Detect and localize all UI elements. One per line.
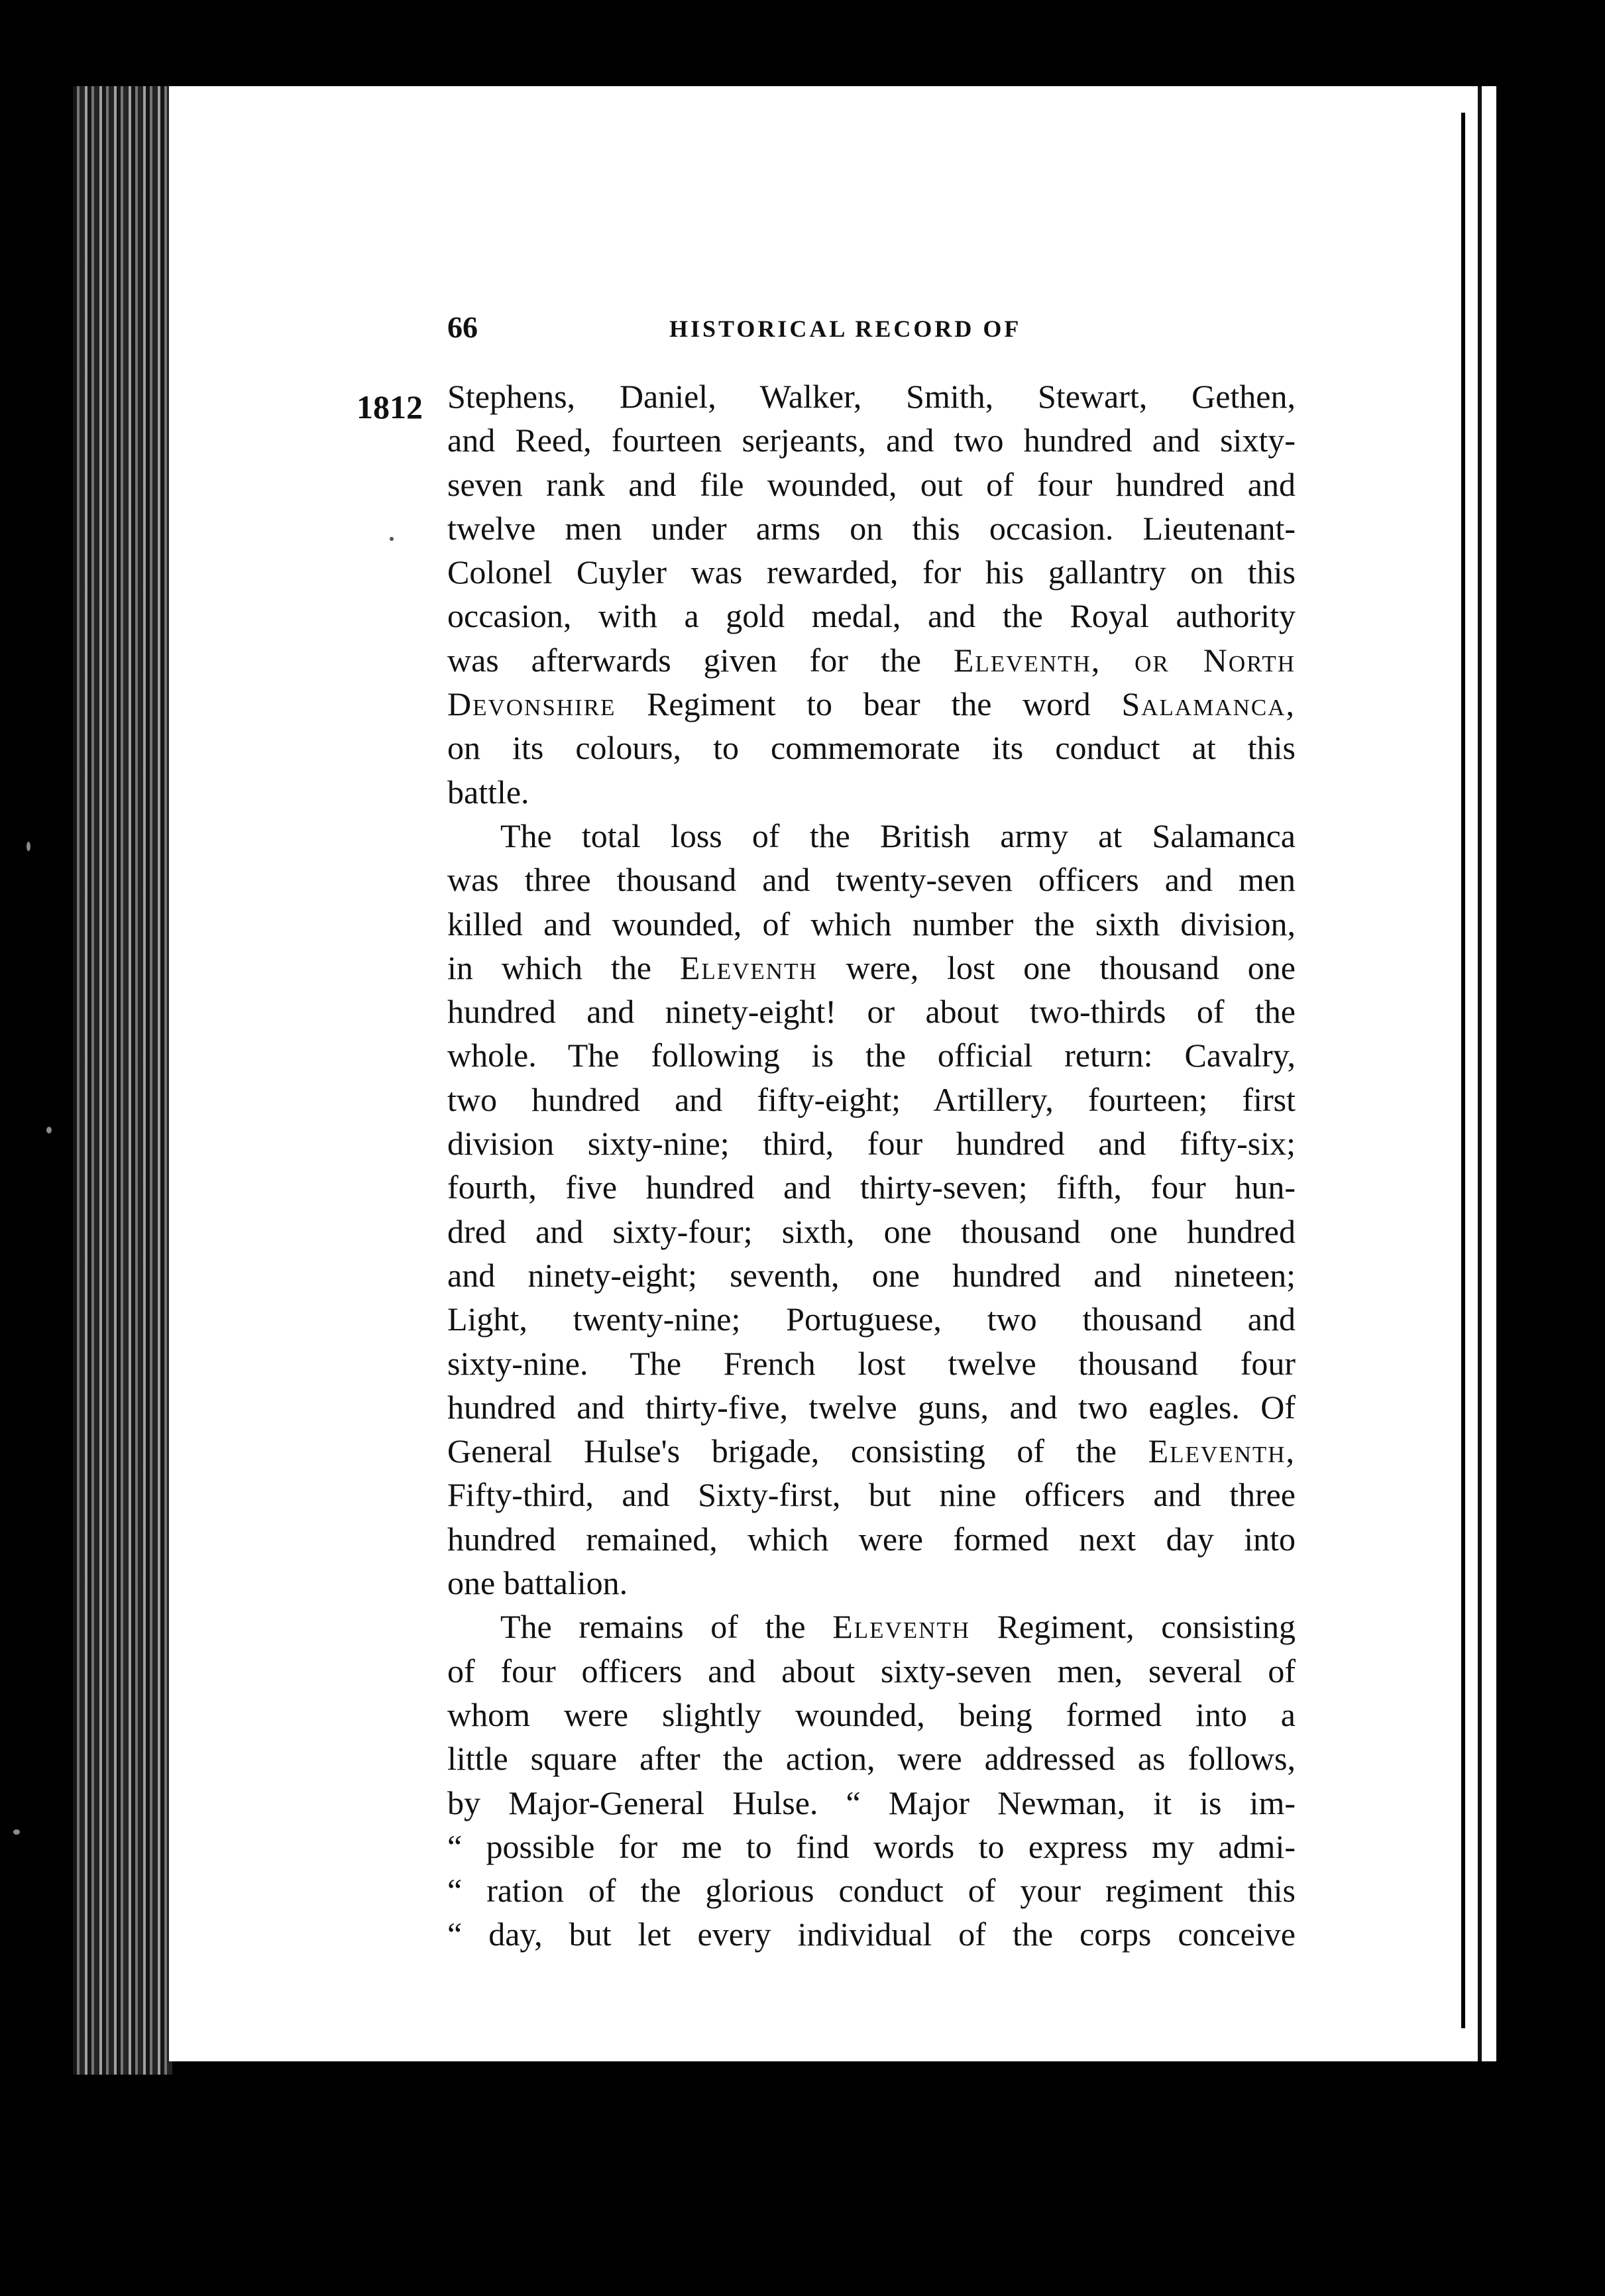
text-line: two hundred and fifty-eight; Artillery, fourteen; first bbox=[447, 1080, 1296, 1118]
text-line: The remains of the Eleventh Regiment, consisting bbox=[500, 1608, 1296, 1646]
text-line: division sixty-nine; third, four hundred and fifty-six; bbox=[447, 1125, 1296, 1163]
text-line: and Reed, fourteen serjeants, and two hundred and sixty- bbox=[447, 422, 1296, 459]
text-line: dred and sixty-four; sixth, one thousand one hundred bbox=[447, 1212, 1296, 1250]
text-line: fourth, five hundred and thirty-seven; fifth, four hun- bbox=[447, 1169, 1296, 1206]
text-line: was afterwards given for the Eleventh, or North bbox=[447, 641, 1296, 679]
text-line: hundred remained, which were formed next day into bbox=[447, 1520, 1296, 1558]
text-line: twelve men under arms on this occasion. Lieutenant- bbox=[447, 509, 1296, 547]
text-line: one battalion. bbox=[447, 1564, 628, 1602]
book-spine-edge bbox=[73, 86, 172, 2075]
text-line: whom were slightly wounded, being formed into a bbox=[447, 1695, 1296, 1733]
text-line: Devonshire Regiment to bear the word Salamanca, bbox=[447, 685, 1296, 723]
scan-speck bbox=[27, 842, 30, 851]
page-number: 66 bbox=[447, 310, 478, 344]
text-line: was three thousand and twenty-seven officers and men bbox=[447, 861, 1296, 899]
battle-honour: Salamanca, bbox=[1121, 685, 1296, 723]
next-page-edge bbox=[1478, 86, 1496, 2061]
text-line: Fifty-third, and Sixty-first, but nine officers and three bbox=[447, 1476, 1296, 1514]
text-line: of four officers and about sixty-seven men, several of bbox=[447, 1652, 1296, 1690]
text-line: General Hulse's brigade, consisting of the Eleventh, bbox=[447, 1432, 1296, 1470]
text-line: hundred and thirty-five, twelve guns, and two eagles. Of bbox=[447, 1388, 1296, 1426]
text-line: “ possible for me to find words to express my admi- bbox=[447, 1827, 1296, 1865]
body-text bbox=[447, 374, 1296, 1957]
regiment-name: Eleventh bbox=[832, 1608, 971, 1646]
text-line: occasion, with a gold medal, and the Royal authority bbox=[447, 597, 1296, 635]
text-line: “ day, but let every individual of the corps conceive bbox=[447, 1916, 1296, 1953]
scan-speck bbox=[46, 1127, 52, 1133]
margin-mark bbox=[390, 537, 394, 541]
regiment-name: Eleventh bbox=[679, 948, 818, 986]
text-line: on its colours, to commemorate its conduct at this bbox=[447, 729, 1296, 767]
text-line: The total loss of the British army at Salamanca bbox=[500, 817, 1296, 854]
regiment-name: Eleventh, or North bbox=[953, 641, 1296, 679]
page-header bbox=[447, 310, 1309, 349]
text-line: sixty-nine. The French lost twelve thousand four bbox=[447, 1344, 1296, 1382]
text-line: Light, twenty-nine; Portuguese, two thousand and bbox=[447, 1300, 1296, 1338]
text-line: killed and wounded, of which number the sixth division, bbox=[447, 905, 1296, 943]
text-line: Colonel Cuyler was rewarded, for his gallantry on this bbox=[447, 553, 1296, 591]
text-line: in which the Eleventh were, lost one thousand one bbox=[447, 948, 1296, 986]
text-line: little square after the action, were addressed as follows, bbox=[447, 1740, 1296, 1778]
text-line: seven rank and file wounded, out of four hundred and bbox=[447, 465, 1296, 503]
text-line: by Major-General Hulse. “ Major Newman, it is im- bbox=[447, 1784, 1296, 1821]
running-head: HISTORICAL RECORD OF bbox=[669, 316, 1022, 342]
regiment-name: Eleventh, bbox=[1148, 1432, 1296, 1470]
page-gutter-line bbox=[1461, 113, 1465, 2028]
text-line: Stephens, Daniel, Walker, Smith, Stewart, Gethen, bbox=[447, 378, 1296, 415]
text-line: whole. The following is the official return: Cavalry, bbox=[447, 1037, 1296, 1074]
text-line: “ ration of the glorious conduct of your regiment this bbox=[447, 1872, 1296, 1910]
text-line: battle. bbox=[447, 773, 529, 811]
text-line: hundred and ninety-eight! or about two-thirds of the bbox=[447, 993, 1296, 1031]
regiment-name: Devonshire bbox=[447, 685, 616, 723]
margin-year: 1812 bbox=[357, 388, 423, 426]
scan-speck bbox=[13, 1829, 20, 1835]
text-line: and ninety-eight; seventh, one hundred and nineteen; bbox=[447, 1256, 1296, 1294]
